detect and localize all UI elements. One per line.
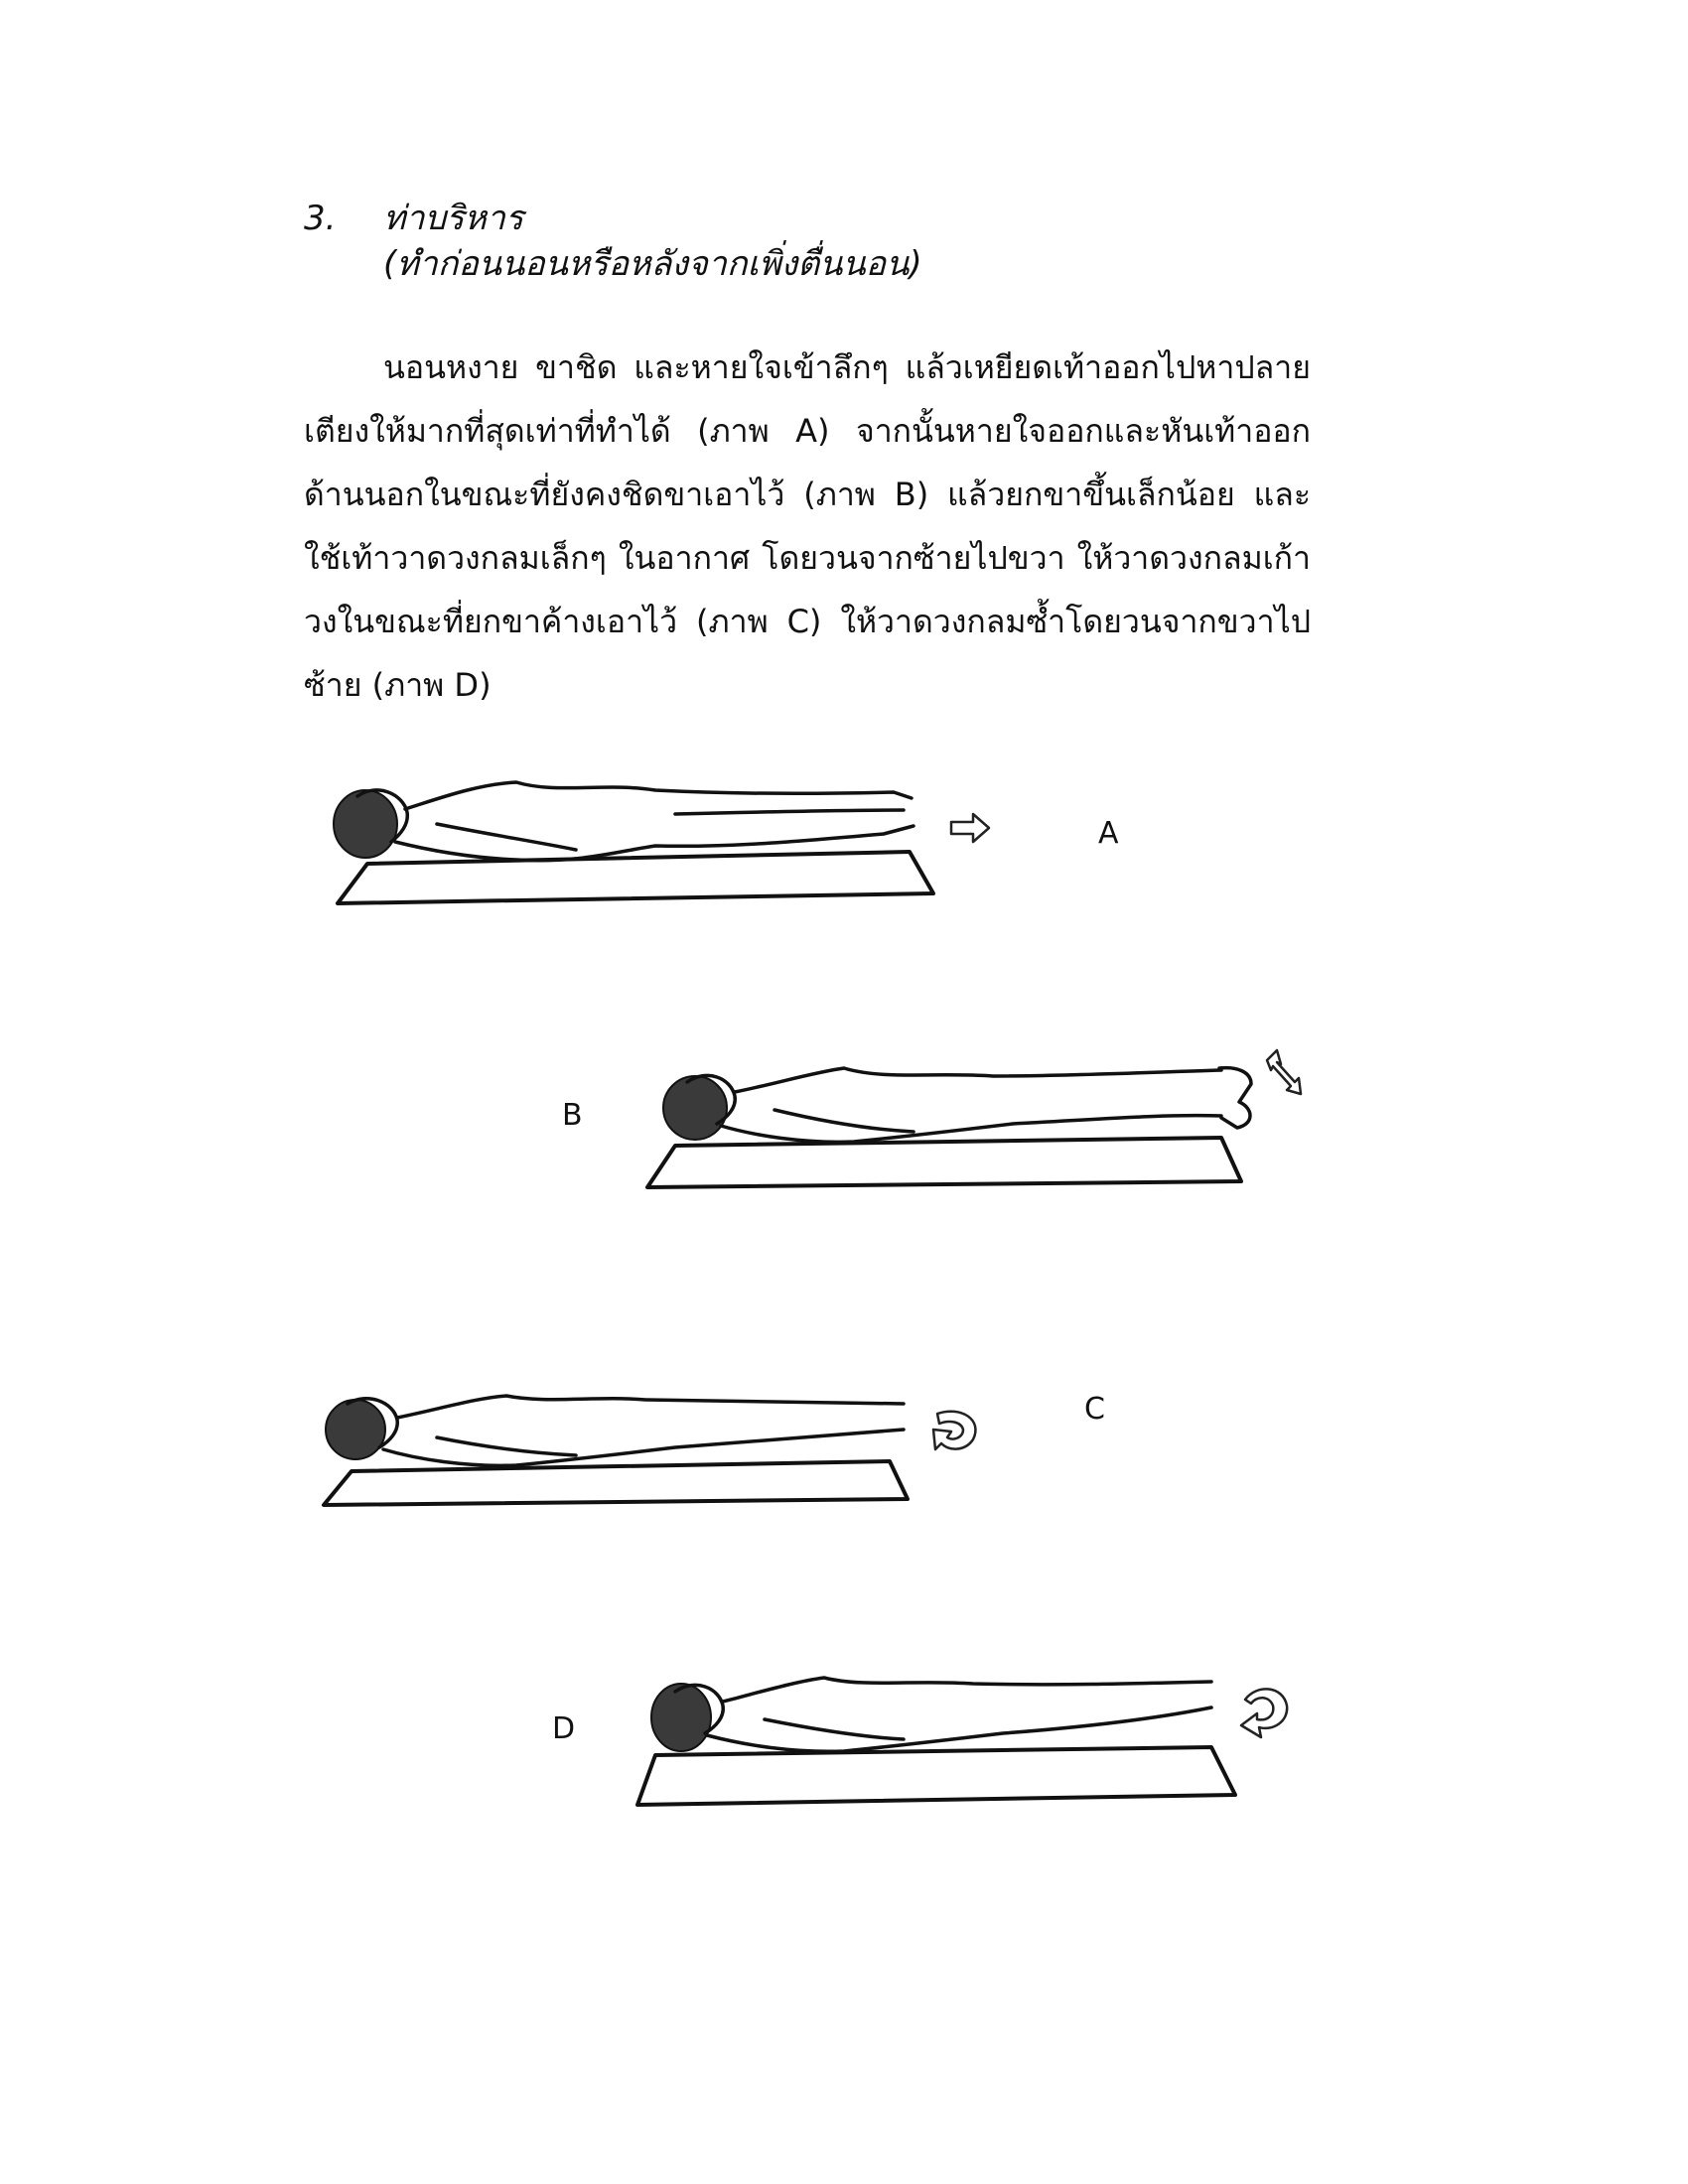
figure-a-label: A <box>1098 816 1119 851</box>
section-number: 3. <box>304 199 337 238</box>
mat <box>338 852 933 903</box>
head <box>334 790 397 858</box>
section-subtitle: (ทำก่อนนอนหรือหลังจากเพิ่งตื่นนอน) <box>383 243 922 284</box>
section-heading <box>304 197 922 288</box>
body-underside <box>707 1707 1211 1751</box>
figure-d-illustration <box>616 1648 1311 1817</box>
figure-b-illustration <box>635 1032 1311 1201</box>
figure-a-illustration <box>318 754 1013 923</box>
mat <box>647 1138 1241 1187</box>
circular-arrow-icon <box>1241 1689 1287 1737</box>
figure-d-label: D <box>552 1711 576 1746</box>
right-arrow-icon <box>951 814 989 842</box>
arm-line <box>765 1719 904 1739</box>
leg-line <box>675 810 904 814</box>
figure-c-label: C <box>1084 1392 1105 1427</box>
figure-b-label: B <box>562 1098 583 1133</box>
arm-line <box>774 1110 914 1132</box>
instruction-paragraph: นอนหงาย ขาชิด และหายใจเข้าลึกๆ แล้วเหยียดเท้าออกไปหาปลายเตียงให้มากที่สุดเท่าที่ทำได้ (ภาพ A) จากนั้นหายใจออกและหันเท้าออกด้านนอกในขณะที่ยังคงชิดขาเอาไว้ (ภาพ B) แล้วยกขาขึ้นเล็กน้อย และใช้เท้าวาดวงกลมเล็กๆ ในอากาศ โดยวนจากซ้ายไปขวา ให้วาดวงกลมเก้าวงในขณะที่ยกขาค้างเอาไว้ (ภาพ C) ให้วาดวงกลมซ้ำโดยวนจากขวาไปซ้าย (ภาพ D) <box>304 348 1311 704</box>
head <box>651 1684 711 1751</box>
mat <box>637 1747 1235 1805</box>
section-title: ท่าบริหาร <box>383 199 524 238</box>
body-underside <box>383 1430 904 1465</box>
arm-line <box>437 824 576 850</box>
head <box>663 1076 727 1140</box>
body-outline <box>397 1396 904 1418</box>
feet-outline <box>1219 1068 1251 1128</box>
double-arrow-icon <box>1267 1050 1301 1094</box>
body-outline <box>723 1678 1211 1702</box>
arm-line <box>437 1437 576 1455</box>
head <box>326 1400 385 1459</box>
mat <box>324 1461 908 1505</box>
figure-c-illustration <box>308 1380 1003 1539</box>
body-outline <box>735 1068 1221 1092</box>
circular-arrow-icon <box>933 1412 975 1449</box>
body-outline <box>405 782 912 809</box>
